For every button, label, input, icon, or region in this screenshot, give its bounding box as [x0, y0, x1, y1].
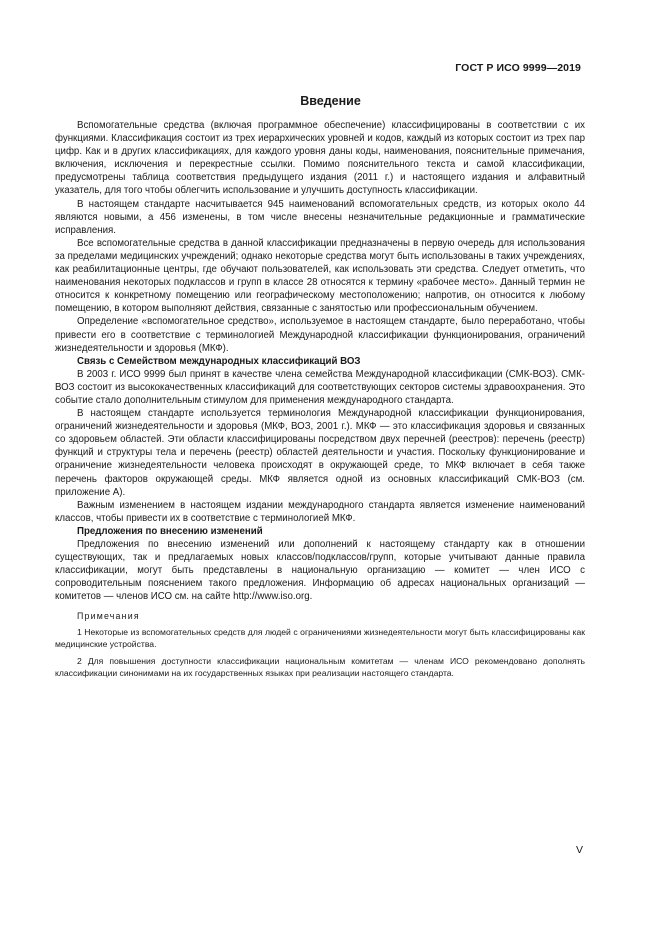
paragraph: Вспомогательные средства (включая программное обеспечение) классифицированы в соответствии с их функциями. Классификация состоит из трех иерархических уровней и кодов, каждый из которых состоит из трех пар цифр. Как и в других классификациях, для каждого уровня даны коды, наименования, пояснительные примечания, включения, исключения и перекрестные ссылки. Помимо пояснительного текста и самой классификации, предусмотрены таблица соответствия предыдущего издания (2011 г.) и настоящего издания и алфавитный указатель, для того чтобы облегчить использование и улучшить доступность классификации.	[55, 120, 585, 197]
paragraph: В 2003 г. ИСО 9999 был принят в качестве члена семейства Международной классификации (СМК-ВОЗ). СМК-ВОЗ состоит из высококачественных классификаций для соответствующих секторов системы здравоохранения. Это событие стало дополнительным стимулом для применения международного стандарта.	[55, 368, 585, 406]
note-item: 1 Некоторые из вспомогательных средств для людей с ограничениями жизнедеятельности могут быть классифицированы как медицинские устройства.	[55, 626, 585, 649]
document-code: ГОСТ Р ИСО 9999—2019	[455, 62, 581, 74]
paragraph: Предложения по внесению изменений или дополнений к настоящему стандарту как в отношении существующих, так и предлагаемых новых классов/подклассов/групп, которые учитывают данные правила классификации, могут быть представлены в национальную организацию — комитет — член ИСО с сопроводительным пояснением такого предложения. Информацию об адресах национальных организаций — комитетов — членов ИСО см. на сайте http://www.iso.org.	[55, 539, 585, 603]
note-item: 2 Для повышения доступности классификации национальным комитетам — членам ИСО рекомендовано дополнять классификации синонимами на их государственных языках при реализации настоящего стандарта.	[55, 655, 585, 678]
paragraph: Все вспомогательные средства в данной классификации предназначены в первую очередь для использования за пределами медицинских учреждений; однако некоторые средства могут быть использованы в таких учреждениях, как реабилитационные центры, где обучают пользователей, как использовать эти средства. Следует отметить, что наименования некоторых подклассов и групп в классе 28 относятся к термину «рабочее место». Данный термин не относится к конкретному помещению или географическому местоположению; напротив, он относится к любому помещению, в котором выполняют действия, связанные с занятостью или профессиональным обучением.	[55, 237, 585, 315]
section-heading-who: Связь с Семейством международных классификаций ВОЗ	[77, 355, 361, 367]
paragraph: Определение «вспомогательное средство», используемое в настоящем стандарте, было переработано, чтобы привести его в соответствие с терминологией Международной классификации функционирования, ограничений жизнедеятельности и здоровья (МКФ).	[55, 316, 585, 354]
section-heading-proposals: Предложения по внесению изменений	[77, 525, 263, 537]
page-title: Введение	[300, 94, 361, 108]
paragraph: В настоящем стандарте насчитывается 945 наименований вспомогательных средств, из которых около 44 являются новыми, а 456 изменены, в том числе внесены незначительные редакционные и грамматические исправления.	[55, 198, 585, 236]
paragraph: Важным изменением в настоящем издании международного стандарта является изменение наименований классов, чтобы привести их в соответствие с терминологией МКФ.	[55, 499, 585, 524]
paragraph: В настоящем стандарте используется терминология Международной классификации функционирования, ограничений жизнедеятельности и здоровья (МКФ, ВОЗ, 2001 г.). МКФ — это классификация здоровья и связанных со здоровьем областей. Эти области классифицированы посредством двух перечней (реестров): перечень (реестр) функций и структуры тела и перечень (реестр) областей деятельности и участия. Поскольку функционирование и ограничение жизнедеятельности человека происходят в окружающей среде, то МКФ включает в себя также перечень факторов окружающей среды. МКФ является одной из основных классификаций СМК-ВОЗ (см. приложение А).	[55, 408, 585, 498]
notes-heading: Примечания	[77, 611, 140, 622]
page-number: V	[575, 844, 583, 856]
document-body	[55, 119, 585, 679]
